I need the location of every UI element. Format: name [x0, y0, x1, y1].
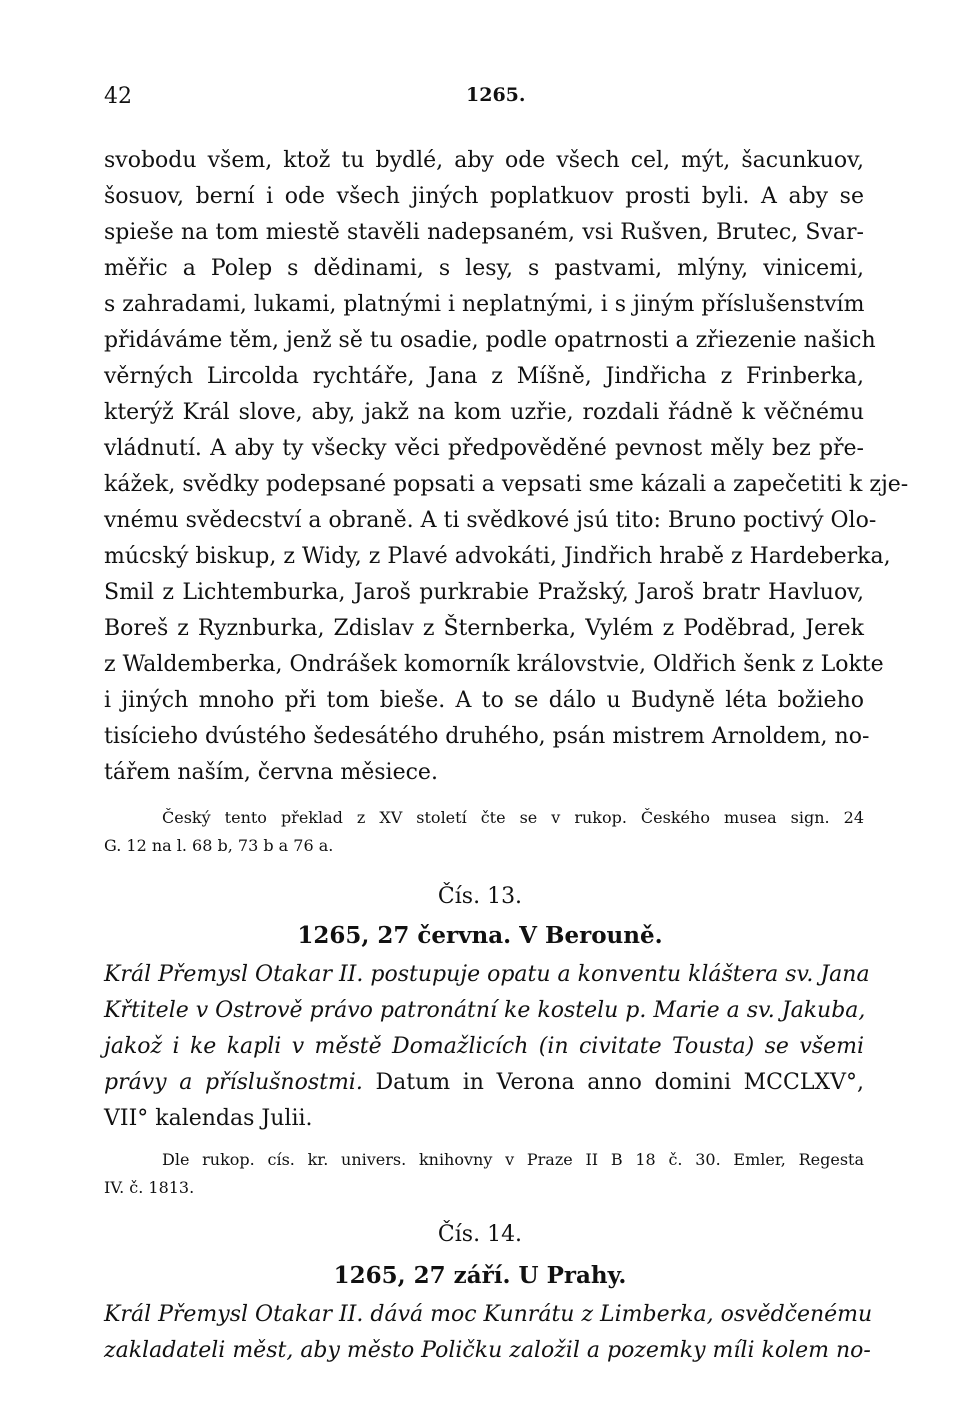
document-number-13: Čís. 13. [437, 884, 523, 909]
text-line: šosuov, berní i ode všech jiných poplatkuov prosti byli. A aby se [104, 184, 864, 209]
note-line: Dle rukop. cís. kr. univers. knihovny v Praze II B 18 č. 30. Emler, Regesta [162, 1150, 864, 1169]
text-line: i jiných mnoho při tom bieše. A to se dálo u Budyně léta božieho [104, 688, 864, 713]
regest-line: Král Přemysl Otakar II. postupuje opatu a konventu kláštera sv. Jana [104, 962, 870, 987]
text-line: věrných Lircolda rychtáře, Jana z Míšně, Jindřicha z Frinberka, [104, 364, 864, 389]
text-line: Boreš z Ryznburka, Zdislav z Šternberka, Vylém z Poděbrad, Jerek [104, 616, 864, 641]
text-line: vládnutí. A aby ty všecky věci předpověděné pevnost měly bez pře- [104, 436, 864, 461]
text-line: Smil z Lichtemburka, Jaroš purkrabie Pražský, Jaroš bratr Havluov, [104, 580, 864, 605]
text-line: kterýž Král slove, aby, jakž na kom uzřie, rozdali řádně k věčnému [104, 400, 864, 425]
text-line: vnému svědecství a obraně. A ti svědkové jsú tito: Bruno poctivý Olo- [104, 508, 877, 533]
text-line: tářem naším, června měsiece. [104, 760, 438, 785]
text-line: přidáváme těm, jenž sě tu osadie, podle opatrnosti a zřiezenie našich [104, 328, 876, 353]
note-line: IV. č. 1813. [104, 1178, 195, 1197]
text-line: měřic a Polep s dědinami, s lesy, s pastvami, mlýny, vinicemi, [104, 256, 864, 281]
regest-line: VII° kalendas Julii. [104, 1106, 313, 1131]
note-line: G. 12 na l. 68 b, 73 b a 76 a. [104, 836, 334, 855]
regest-line [104, 1070, 864, 1095]
document-number-14: Čís. 14. [437, 1222, 523, 1247]
document-date-14: 1265, 27 září. U Prahy. [333, 1262, 627, 1289]
regest-line: jakož i ke kapli v městě Domažlicích (in civitate Tousta) se všemi [104, 1034, 864, 1059]
regest-line: Král Přemysl Otakar II. dává moc Kunrátu z Limberka, osvědčenému [104, 1302, 873, 1327]
text-line: s zahradami, lukami, platnými i neplatnými, i s jiným příslušenstvím [104, 292, 865, 317]
document-date-13: 1265, 27 června. V Berouně. [297, 922, 663, 949]
text-line: svobodu všem, ktož tu bydlé, aby ode všech cel, mýt, šacunkuov, [104, 148, 864, 173]
text-line: kážek, svědky podepsané popsati a vepsati sme kázali a zapečetiti k zje- [104, 472, 909, 497]
running-header-year: 1265. [466, 84, 526, 106]
text-line: z Waldemberka, Ondrášek komorník královstvie, Oldřich šenk z Lokte [104, 652, 884, 677]
regest-line: zakladateli měst, aby město Poličku založil a pozemky míli kolem no- [104, 1338, 871, 1363]
page-number: 42 [104, 84, 132, 109]
text-line: tisícieho dvústého šedesátého druhého, psán mistrem Arnoldem, no- [104, 724, 870, 749]
note-line: Český tento překlad z XV století čte se v rukop. Českého musea sign. 24 [162, 808, 864, 827]
regest-line: Křtitele v Ostrově právo patronátní ke kostelu p. Marie a sv. Jakuba, [104, 998, 866, 1023]
regest-italic-end: právy a příslušnostmi. [104, 1070, 363, 1095]
text-line: spieše na tom miestě stavěli nadepsaném, vsi Rušven, Brutec, Svar- [104, 220, 864, 245]
regest-datum: Datum in Verona anno domini MCCLXV°, [375, 1070, 864, 1095]
text-line: múcský biskup, z Widy, z Plavé advokáti, Jindřich hrabě z Hardeberka, [104, 544, 891, 569]
